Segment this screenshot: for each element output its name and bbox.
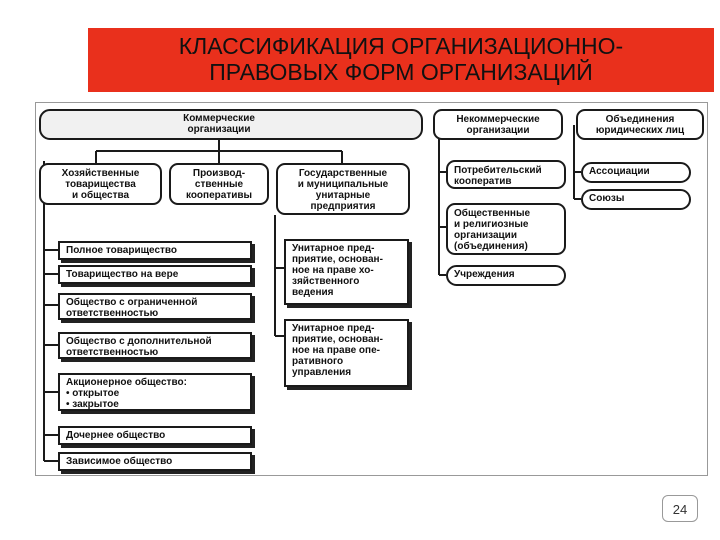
commercial-organizations xyxy=(161,111,277,138)
alc-line-1: Общество с дополнительной xyxy=(66,336,212,347)
business-line-2: товарищества xyxy=(65,179,136,190)
unitary-1-line-5: ведения xyxy=(292,287,334,298)
dependent-label: Зависимое общество xyxy=(66,456,173,467)
associations-header-line-2: юридических лиц xyxy=(595,125,685,136)
joint-stock-company xyxy=(58,373,252,411)
additional-liability-company xyxy=(58,332,252,359)
unitary-2-line-2: приятие, основан- xyxy=(292,334,383,345)
public-line-4: (объединения) xyxy=(454,241,528,252)
consumer-cooperative xyxy=(446,160,566,189)
state-line-2: и муниципальные xyxy=(297,179,389,190)
unitary-1-line-4: зяйственного xyxy=(292,276,360,287)
commercial-line-2: организации xyxy=(187,124,251,135)
production-line-2: ственные xyxy=(194,179,244,190)
limited-partnership xyxy=(58,265,252,284)
unitary-2-line-3: ное на праве опе- xyxy=(292,345,380,356)
llc-line-2: ответственностью xyxy=(66,308,159,319)
consumer-line-2: кооператив xyxy=(454,176,512,187)
unitary-economic-management xyxy=(284,239,409,305)
unions xyxy=(581,189,691,210)
unions-label: Союзы xyxy=(589,193,625,204)
associations-of-legal-entities xyxy=(576,109,704,140)
unitary-2-line-1: Унитарное пред- xyxy=(292,323,375,334)
state-line-4: предприятия xyxy=(310,201,376,212)
state-and-municipal-unitary-enterprises xyxy=(276,163,410,215)
commercial-line-1: Коммерческие xyxy=(183,113,255,124)
business-line-3: и общества xyxy=(71,190,130,201)
jsc-line-3: • закрытое xyxy=(66,399,119,410)
public-and-religious-organizations xyxy=(446,203,566,255)
unitary-1-line-2: приятие, основан- xyxy=(292,254,383,265)
slide-title xyxy=(88,33,714,85)
unitary-2-line-4: ративного xyxy=(292,356,344,367)
jsc-line-2: • открытое xyxy=(66,388,120,399)
alc-line-2: ответственностью xyxy=(66,347,159,358)
full-partnership-label: Полное товарищество xyxy=(66,245,178,256)
business-partnerships-and-companies xyxy=(39,163,162,205)
limited-liability-company xyxy=(58,293,252,320)
unitary-operational-management xyxy=(284,319,409,387)
unitary-2-line-5: управления xyxy=(292,367,352,378)
slide-title-line-1: КЛАССИФИКАЦИЯ ОРГАНИЗАЦИОННО- xyxy=(178,33,624,59)
limited-partnership-label: Товарищество на вере xyxy=(66,269,179,280)
institutions xyxy=(446,265,566,286)
state-line-1: Государственные xyxy=(298,168,388,179)
consumer-line-1: Потребительский xyxy=(454,165,542,176)
subsidiary-label: Дочернее общество xyxy=(66,430,166,441)
production-line-3: кооперативы xyxy=(185,190,253,201)
classification-diagram xyxy=(36,103,707,475)
subsidiary-company xyxy=(58,426,252,445)
page-number: 24 xyxy=(662,495,698,522)
state-line-3: унитарные xyxy=(315,190,371,201)
public-line-3: организации xyxy=(454,230,517,241)
slide-title-line-2: ПРАВОВЫХ ФОРМ ОРГАНИЗАЦИЙ xyxy=(209,59,593,85)
public-line-1: Общественные xyxy=(454,208,531,219)
jsc-line-1: Акционерное общество: xyxy=(66,377,187,388)
unitary-1-line-1: Унитарное пред- xyxy=(292,243,375,254)
associations-label: Ассоциации xyxy=(589,166,650,177)
noncommercial-line-1: Некоммерческие xyxy=(456,114,540,125)
production-line-1: Производ- xyxy=(192,168,246,179)
noncommercial-organizations xyxy=(433,109,563,140)
business-line-1: Хозяйственные xyxy=(61,168,140,179)
institutions-label: Учреждения xyxy=(454,269,515,280)
production-cooperatives xyxy=(169,163,269,205)
unitary-1-line-3: ное на праве хо- xyxy=(292,265,374,276)
dependent-company xyxy=(58,452,252,471)
full-partnership xyxy=(58,241,252,260)
public-line-2: и религиозные xyxy=(454,219,529,230)
noncommercial-line-2: организации xyxy=(466,125,530,136)
associations-header-line-1: Объединения xyxy=(605,114,675,125)
llc-line-1: Общество с ограниченной xyxy=(66,297,198,308)
associations xyxy=(581,162,691,183)
